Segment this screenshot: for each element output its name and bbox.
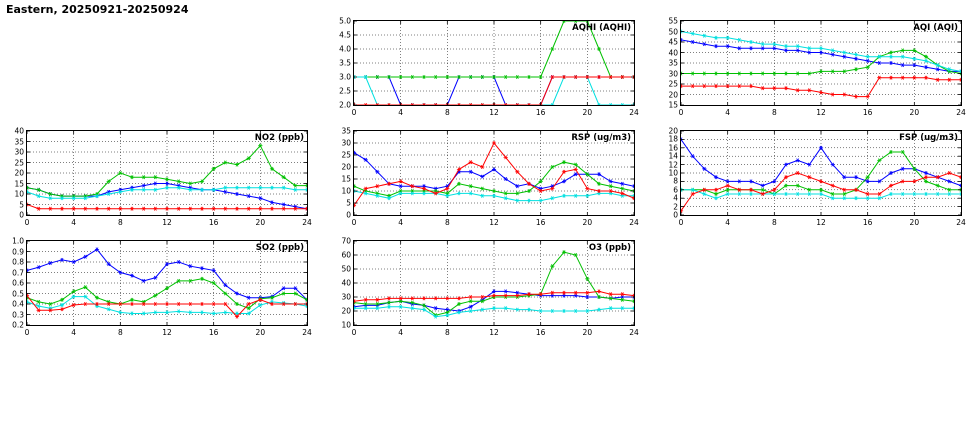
y-axis-tick: 2.0: [339, 100, 351, 110]
y-axis-tick: 60: [341, 250, 351, 260]
y-axis-tick: 55: [668, 16, 678, 26]
x-axis-tick: 8: [771, 218, 777, 227]
y-axis-tick: 2.5: [339, 86, 351, 96]
x-axis-tick: 0: [351, 328, 357, 337]
chart-canvas-o3: [354, 241, 634, 325]
x-axis-tick: 0: [24, 328, 30, 337]
x-axis-tick: 20: [255, 328, 266, 337]
x-axis-tick: 24: [956, 108, 966, 117]
y-axis-tick: 3.5: [339, 58, 351, 68]
y-axis-tick: 5: [346, 198, 351, 208]
x-axis-tick: 24: [956, 218, 966, 227]
x-axis-tick: 12: [489, 328, 499, 337]
x-axis-tick: 4: [398, 328, 404, 337]
x-axis-tick: 4: [71, 218, 77, 227]
chart-panel-fsp: [654, 122, 974, 232]
y-axis-tick: 0: [673, 210, 678, 220]
y-axis-tick: 10: [668, 168, 678, 178]
y-axis-tick: 10: [341, 320, 351, 330]
y-axis-tick: 15: [341, 174, 351, 184]
y-axis-tick: 0.4: [12, 299, 24, 309]
plot-area-rsp: [353, 130, 635, 216]
chart-canvas-fsp: [681, 131, 961, 215]
y-axis-tick: 25: [14, 158, 24, 167]
x-axis-tick: 8: [771, 108, 777, 117]
x-axis-tick: 16: [535, 218, 546, 227]
chart-canvas-aqi: [681, 21, 961, 105]
y-axis-tick: 40: [341, 278, 351, 288]
chart-title-fsp: FSP (ug/m3): [899, 133, 958, 143]
x-axis-tick: 24: [302, 218, 312, 227]
y-axis-tick: 35: [341, 126, 351, 136]
chart-panel-rsp: [327, 122, 647, 232]
plot-area-o3: [353, 240, 635, 326]
plot-area-aqhi: [353, 20, 635, 106]
x-axis-tick: 12: [816, 108, 826, 117]
x-axis-tick: 4: [725, 108, 731, 117]
x-axis-tick: 16: [862, 218, 873, 227]
y-axis-tick: 6: [673, 185, 678, 195]
y-axis-tick: 4.5: [339, 30, 351, 40]
y-axis-tick: 10: [341, 186, 351, 196]
y-axis-tick: 20: [14, 168, 24, 178]
y-axis-tick: 20: [341, 162, 351, 172]
x-axis-tick: 20: [909, 218, 920, 227]
x-axis-tick: 16: [535, 108, 546, 117]
x-axis-tick: 16: [535, 328, 546, 337]
y-axis-tick: 0.8: [12, 257, 24, 267]
x-axis-tick: 0: [351, 108, 357, 117]
y-axis-tick: 50: [668, 27, 678, 36]
y-axis-tick: 4: [673, 193, 678, 203]
chart-panel-so2: [0, 232, 320, 344]
chart-title-o3: O3 (ppb): [588, 243, 631, 253]
x-axis-tick: 12: [162, 328, 172, 337]
x-axis-tick: 0: [678, 218, 684, 227]
chart-title-rsp: RSP (ug/m3): [571, 133, 631, 143]
x-axis-tick: 16: [862, 108, 873, 117]
x-axis-tick: 20: [582, 108, 593, 117]
chart-title-aqi: AQI (AQI): [913, 23, 958, 33]
chart-canvas-so2: [27, 241, 307, 325]
x-axis-tick: 4: [71, 328, 77, 337]
y-axis-tick: 45: [668, 37, 678, 47]
chart-panel-o3: [327, 232, 647, 344]
y-axis-tick: 0.5: [12, 289, 24, 298]
x-axis-tick: 20: [582, 328, 593, 337]
x-axis-tick: 24: [302, 328, 312, 337]
y-axis-tick: 0: [346, 210, 351, 220]
y-axis-tick: 35: [668, 58, 678, 68]
y-axis-tick: 10: [14, 189, 24, 199]
x-axis-tick: 8: [444, 108, 450, 117]
x-axis-tick: 12: [489, 108, 499, 117]
x-axis-tick: 8: [444, 328, 450, 337]
x-axis-tick: 12: [816, 218, 826, 227]
x-axis-tick: 16: [208, 328, 219, 337]
x-axis-tick: 16: [208, 218, 219, 227]
x-axis-tick: 0: [24, 218, 30, 227]
y-axis-tick: 50: [341, 264, 351, 274]
page-title: Eastern, 20250921-20250924: [6, 3, 189, 16]
chart-canvas-rsp: [354, 131, 634, 215]
y-axis-tick: 15: [14, 179, 24, 188]
plot-area-aqi: [680, 20, 962, 106]
x-axis-tick: 24: [629, 328, 639, 337]
y-axis-tick: 4.0: [339, 44, 351, 54]
x-axis-tick: 8: [117, 218, 123, 227]
x-axis-tick: 4: [398, 218, 404, 227]
y-axis-tick: 12: [668, 160, 678, 170]
y-axis-tick: 20: [341, 306, 351, 316]
y-axis-tick: 18: [668, 134, 678, 144]
x-axis-tick: 4: [725, 218, 731, 227]
y-axis-tick: 30: [341, 292, 351, 302]
y-axis-tick: 3.0: [339, 72, 351, 82]
chart-title-so2: SO2 (ppb): [255, 243, 304, 253]
y-axis-tick: 20: [668, 126, 678, 136]
chart-panel-no2: [0, 122, 320, 232]
y-axis-tick: 30: [14, 147, 24, 157]
x-axis-tick: 8: [117, 328, 123, 337]
y-axis-tick: 40: [668, 48, 678, 57]
y-axis-tick: 35: [14, 137, 24, 146]
y-axis-tick: 20: [668, 90, 678, 99]
chart-canvas-no2: [27, 131, 307, 215]
x-axis-tick: 20: [909, 108, 920, 117]
y-axis-tick: 30: [341, 138, 351, 148]
plot-area-so2: [26, 240, 308, 326]
x-axis-tick: 4: [398, 108, 404, 117]
x-axis-tick: 20: [582, 218, 593, 227]
chart-panel-aqhi: [327, 12, 647, 122]
x-axis-tick: 12: [489, 218, 499, 227]
chart-panel-aqi: [654, 12, 974, 122]
y-axis-tick: 5.0: [339, 16, 351, 26]
x-axis-tick: 0: [678, 108, 684, 117]
chart-canvas-aqhi: [354, 21, 634, 105]
y-axis-tick: 0.9: [12, 247, 24, 256]
y-axis-tick: 70: [341, 236, 351, 246]
chart-title-no2: NO2 (ppb): [254, 133, 304, 143]
y-axis-tick: 1.0: [12, 236, 24, 246]
y-axis-tick: 0.3: [12, 310, 24, 319]
plot-area-fsp: [680, 130, 962, 216]
y-axis-tick: 0.7: [12, 268, 24, 277]
y-axis-tick: 16: [668, 143, 678, 153]
y-axis-tick: 8: [673, 176, 678, 186]
y-axis-tick: 15: [668, 100, 678, 110]
chart-title-aqhi: AQHI (AQHI): [572, 23, 631, 33]
y-axis-tick: 0.6: [12, 278, 24, 288]
y-axis-tick: 2: [673, 202, 678, 212]
y-axis-tick: 40: [14, 126, 24, 136]
x-axis-tick: 0: [351, 218, 357, 227]
y-axis-tick: 30: [668, 69, 678, 78]
y-axis-tick: 0.2: [12, 320, 24, 330]
x-axis-tick: 24: [629, 218, 639, 227]
y-axis-tick: 25: [668, 79, 678, 89]
y-axis-tick: 14: [668, 151, 678, 161]
x-axis-tick: 12: [162, 218, 172, 227]
y-axis-tick: 25: [341, 150, 351, 160]
x-axis-tick: 8: [444, 218, 450, 227]
plot-area-no2: [26, 130, 308, 216]
x-axis-tick: 20: [255, 218, 266, 227]
x-axis-tick: 24: [629, 108, 639, 117]
y-axis-tick: 5: [19, 200, 24, 209]
y-axis-tick: 0: [19, 210, 24, 220]
